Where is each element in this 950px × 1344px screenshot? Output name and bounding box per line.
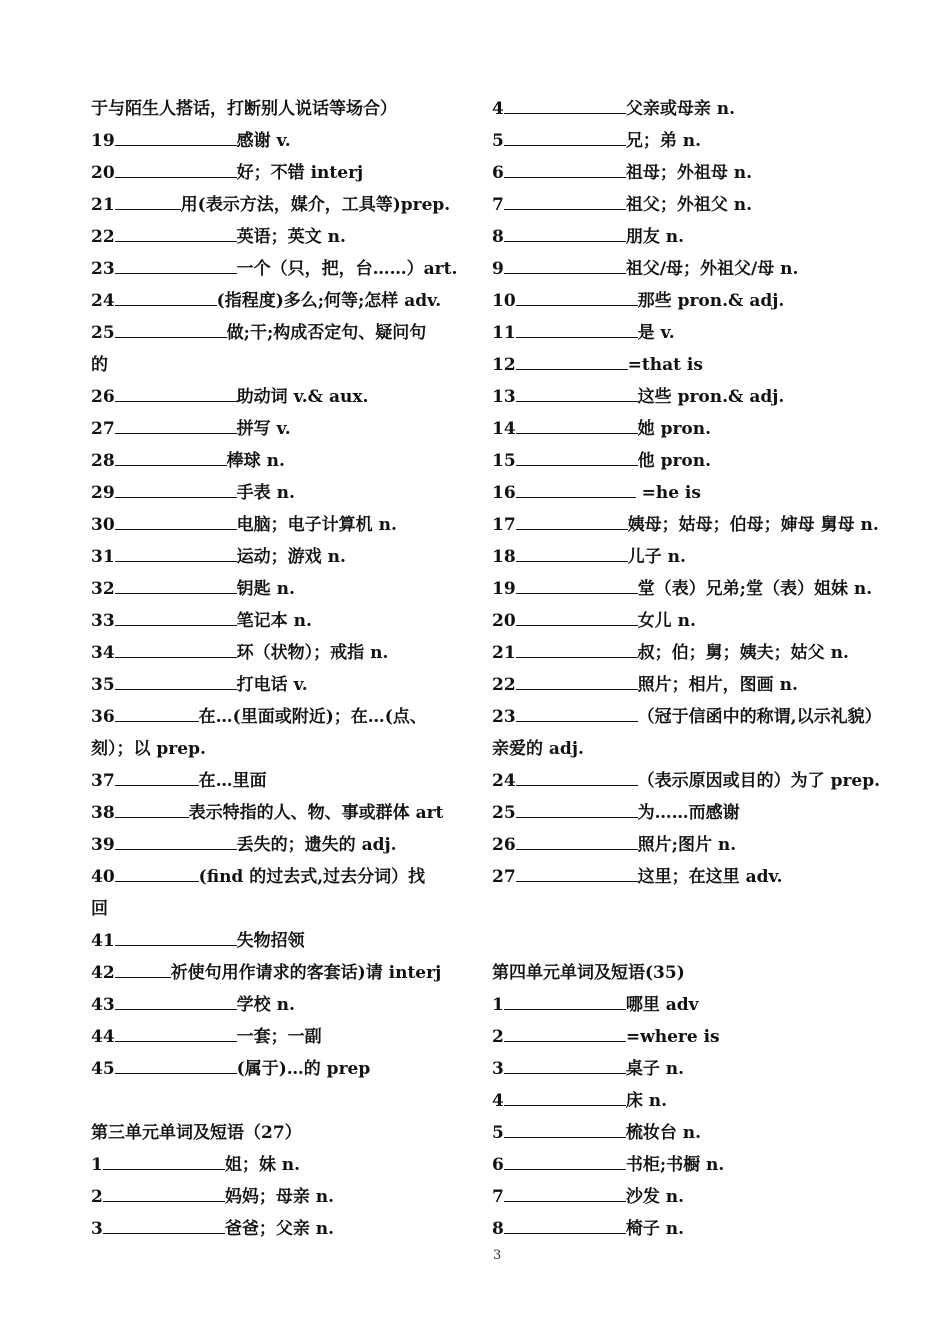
- item-number: 2: [91, 1187, 103, 1207]
- item-definition: 好；不错 interj: [236, 163, 364, 183]
- item-definition: 丢失的；遗失的 adj.: [236, 835, 397, 855]
- text-line: 回: [91, 899, 108, 919]
- answer-blank[interactable]: [115, 125, 237, 146]
- item-number: 20: [492, 611, 516, 631]
- vocab-item: [91, 1021, 466, 1053]
- answer-blank[interactable]: [115, 797, 189, 818]
- vocab-item: [91, 861, 466, 893]
- item-number: 19: [91, 131, 115, 151]
- item-definition: 兄；弟 n.: [625, 131, 702, 151]
- item-number: 43: [91, 995, 115, 1015]
- answer-blank[interactable]: [516, 765, 638, 786]
- answer-blank[interactable]: [103, 1181, 225, 1202]
- item-number: 26: [492, 835, 516, 855]
- answer-blank[interactable]: [504, 125, 626, 146]
- item-number: 9: [492, 259, 504, 279]
- item-number: 10: [492, 291, 516, 311]
- answer-blank[interactable]: [516, 605, 638, 626]
- vocab-item: [492, 1053, 912, 1085]
- answer-blank[interactable]: [115, 541, 237, 562]
- item-definition: （表示原因或目的）为了 prep.: [637, 771, 881, 791]
- item-number: 39: [91, 835, 115, 855]
- text-line: 亲爱的 adj.: [492, 739, 584, 759]
- item-number: 36: [91, 707, 115, 727]
- item-definition: 失物招领: [236, 931, 305, 951]
- vocab-item: [91, 413, 466, 445]
- vocab-item: [91, 477, 466, 509]
- item-number: 7: [492, 195, 504, 215]
- vocab-item: [91, 701, 466, 733]
- item-definition: (find 的过去式,过去分词）找: [198, 867, 426, 887]
- item-number: 8: [492, 227, 504, 247]
- item-number: 17: [492, 515, 516, 535]
- vocab-item: [492, 573, 912, 605]
- vocab-item: [91, 509, 466, 541]
- vocab-item: [91, 797, 466, 829]
- item-definition: 桌子 n.: [625, 1059, 685, 1079]
- item-number: 20: [91, 163, 115, 183]
- vocab-item: [492, 637, 912, 669]
- item-number: 13: [492, 387, 516, 407]
- item-definition: 梳妆台 n.: [625, 1123, 702, 1143]
- left-column: [91, 93, 466, 1245]
- answer-blank[interactable]: [504, 1085, 626, 1106]
- answer-blank[interactable]: [115, 1021, 237, 1042]
- item-definition: 祖父；外祖父 n.: [625, 195, 753, 215]
- item-number: 12: [492, 355, 516, 375]
- answer-blank[interactable]: [516, 573, 638, 594]
- answer-blank[interactable]: [516, 381, 638, 402]
- answer-blank[interactable]: [115, 509, 237, 530]
- vocab-item: [91, 1053, 466, 1085]
- item-definition: 在…(里面或附近)；在…(点、: [198, 707, 427, 727]
- vocab-item: [492, 861, 912, 893]
- answer-blank[interactable]: [115, 573, 237, 594]
- vocab-item: [492, 1021, 912, 1053]
- item-number: 4: [492, 99, 504, 119]
- answer-blank[interactable]: [504, 253, 626, 274]
- vocab-item: [492, 445, 912, 477]
- item-number: 31: [91, 547, 115, 567]
- item-number: 1: [492, 995, 504, 1015]
- item-definition: 女儿 n.: [637, 611, 696, 631]
- item-definition: 照片；相片，图画 n.: [637, 675, 798, 695]
- item-number: 21: [492, 643, 516, 663]
- item-number: 16: [492, 483, 516, 503]
- item-number: 30: [91, 515, 115, 535]
- answer-blank[interactable]: [504, 157, 626, 178]
- section-gap: [492, 893, 912, 925]
- vocab-item: [91, 285, 466, 317]
- item-definition: 打电话 v.: [236, 675, 308, 695]
- item-number: 41: [91, 931, 115, 951]
- item-number: 3: [492, 1059, 504, 1079]
- item-number: 40: [91, 867, 115, 887]
- vocab-item: [492, 477, 912, 509]
- answer-blank[interactable]: [115, 381, 237, 402]
- answer-blank[interactable]: [516, 861, 638, 882]
- item-definition: 英语；英文 n.: [236, 227, 346, 247]
- vocab-item: [492, 1085, 912, 1117]
- answer-blank[interactable]: [115, 989, 237, 1010]
- item-number: 28: [91, 451, 115, 471]
- vocab-item: [492, 349, 912, 381]
- item-definition: 钥匙 n.: [236, 579, 295, 599]
- item-number: 37: [91, 771, 115, 791]
- vocab-item: [91, 765, 466, 797]
- item-definition: （冠于信函中的称谓,以示礼貌）: [637, 707, 882, 727]
- vocab-item: [492, 509, 912, 541]
- answer-blank[interactable]: [516, 349, 628, 370]
- item-definition: 姐；妹 n.: [224, 1155, 301, 1175]
- answer-blank[interactable]: [115, 829, 237, 850]
- item-number: 29: [91, 483, 115, 503]
- answer-blank[interactable]: [504, 1021, 626, 1042]
- answer-blank[interactable]: [516, 797, 638, 818]
- answer-blank[interactable]: [516, 445, 638, 466]
- answer-blank[interactable]: [115, 637, 237, 658]
- item-number: 25: [91, 323, 115, 343]
- item-definition: 一套；一副: [236, 1027, 322, 1047]
- answer-blank[interactable]: [516, 669, 638, 690]
- text-line: 的: [91, 355, 108, 375]
- vocab-item: [492, 413, 912, 445]
- item-definition: 沙发 n.: [625, 1187, 685, 1207]
- vocab-item: [492, 253, 912, 285]
- item-definition: 是 v.: [637, 323, 675, 343]
- vocab-item: [91, 125, 466, 157]
- answer-blank[interactable]: [504, 1149, 626, 1170]
- section-gap: [492, 925, 912, 957]
- vocab-item: [91, 989, 466, 1021]
- vocab-item: [492, 1213, 912, 1245]
- item-definition: 朋友 n.: [625, 227, 685, 247]
- item-number: 18: [492, 547, 516, 567]
- item-definition: 椅子 n.: [625, 1219, 685, 1239]
- vocab-item: [492, 221, 912, 253]
- vocab-item: [91, 541, 466, 573]
- vocab-item: [91, 157, 466, 189]
- vocab-item: [91, 221, 466, 253]
- vocab-item: [492, 285, 912, 317]
- text-line: 刻）；以 prep.: [91, 739, 206, 759]
- answer-blank[interactable]: [504, 1053, 626, 1074]
- vocab-item: [492, 1181, 912, 1213]
- item-number: 33: [91, 611, 115, 631]
- vocab-item: [492, 189, 912, 221]
- answer-blank[interactable]: [504, 93, 626, 114]
- item-number: 22: [91, 227, 115, 247]
- answer-blank[interactable]: [516, 637, 638, 658]
- answer-blank[interactable]: [115, 861, 199, 882]
- vocab-item: [492, 701, 912, 733]
- vocab-item: [492, 381, 912, 413]
- vocab-item: [91, 637, 466, 669]
- item-number: 4: [492, 1091, 504, 1111]
- vocab-item: [91, 1181, 466, 1213]
- answer-blank[interactable]: [115, 157, 237, 178]
- answer-blank[interactable]: [504, 989, 626, 1010]
- item-definition: 做;干;构成否定句、疑问句: [226, 323, 427, 343]
- item-definition: 拼写 v.: [236, 419, 291, 439]
- vocab-item: [492, 1117, 912, 1149]
- item-number: 32: [91, 579, 115, 599]
- item-number: 34: [91, 643, 115, 663]
- item-number: 8: [492, 1219, 504, 1239]
- item-number: 38: [91, 803, 115, 823]
- item-definition: (属于)…的 prep: [236, 1059, 371, 1079]
- answer-blank[interactable]: [516, 701, 638, 722]
- item-number: 2: [492, 1027, 504, 1047]
- answer-blank[interactable]: [115, 221, 237, 242]
- item-definition: 那些 pron.& adj.: [637, 291, 785, 311]
- item-number: 23: [91, 259, 115, 279]
- text-line: 第三单元单词及短语（27）: [91, 1123, 302, 1143]
- vocab-item: [492, 765, 912, 797]
- answer-blank[interactable]: [516, 477, 636, 498]
- item-definition: 用(表示方法，媒介，工具等)prep.: [180, 195, 451, 215]
- item-definition: 为……而感谢: [637, 803, 740, 823]
- vocab-item: [492, 669, 912, 701]
- item-definition: 照片;图片 n.: [637, 835, 737, 855]
- item-number: 1: [91, 1155, 103, 1175]
- answer-blank[interactable]: [516, 509, 628, 530]
- answer-blank[interactable]: [115, 253, 237, 274]
- item-definition: 棒球 n.: [226, 451, 285, 471]
- answer-blank[interactable]: [504, 1181, 626, 1202]
- item-definition: 在…里面: [198, 771, 267, 791]
- item-number: 6: [492, 1155, 504, 1175]
- item-number: 11: [492, 323, 516, 343]
- item-definition: 这里；在这里 adv.: [637, 867, 783, 887]
- text-line: 第四单元单词及短语(35): [492, 963, 685, 983]
- answer-blank[interactable]: [516, 829, 638, 850]
- answer-blank[interactable]: [115, 957, 171, 978]
- item-definition: 祖父/母；外祖父/母 n.: [625, 259, 799, 279]
- item-definition: 祖母；外祖母 n.: [625, 163, 753, 183]
- answer-blank[interactable]: [103, 1213, 225, 1234]
- item-number: 22: [492, 675, 516, 695]
- item-definition: =he is: [635, 483, 701, 503]
- item-number: 15: [492, 451, 516, 471]
- item-definition: 叔；伯；舅；姨夫；姑父 n.: [637, 643, 849, 663]
- answer-blank[interactable]: [103, 1149, 225, 1170]
- item-definition: 一个（只，把，台……）art.: [236, 259, 458, 279]
- answer-blank[interactable]: [516, 541, 628, 562]
- vocab-item: [91, 829, 466, 861]
- vocab-item: [492, 93, 912, 125]
- answer-blank[interactable]: [115, 701, 199, 722]
- item-definition: 环（状物）；戒指 n.: [236, 643, 389, 663]
- item-definition: 电脑；电子计算机 n.: [236, 515, 397, 535]
- item-number: 42: [91, 963, 115, 983]
- vocab-item: [91, 1213, 466, 1245]
- answer-blank[interactable]: [115, 413, 237, 434]
- vocab-item: [492, 829, 912, 861]
- item-number: 6: [492, 163, 504, 183]
- vocab-item: [492, 989, 912, 1021]
- answer-blank[interactable]: [504, 1117, 626, 1138]
- item-definition: 这些 pron.& adj.: [637, 387, 785, 407]
- item-definition: 祈使句用作请求的客套话)请 interj: [170, 963, 442, 983]
- item-definition: 表示特指的人、物、事或群体 art: [188, 803, 444, 823]
- page-number: 3: [493, 1248, 502, 1263]
- section-gap: [91, 1085, 466, 1117]
- item-number: 27: [492, 867, 516, 887]
- item-definition: 书柜;书橱 n.: [625, 1155, 725, 1175]
- item-definition: 床 n.: [625, 1091, 668, 1111]
- item-number: 23: [492, 707, 516, 727]
- answer-blank[interactable]: [504, 189, 626, 210]
- vocab-item: [492, 797, 912, 829]
- item-number: 21: [91, 195, 115, 215]
- vocab-item: [91, 669, 466, 701]
- text-line: 于与陌生人搭话，打断别人说话等场合）: [91, 99, 397, 119]
- item-definition: 学校 n.: [236, 995, 295, 1015]
- answer-blank[interactable]: [115, 445, 227, 466]
- item-definition: 运动；游戏 n.: [236, 547, 346, 567]
- item-definition: 助动词 v.& aux.: [236, 387, 369, 407]
- item-number: 25: [492, 803, 516, 823]
- right-column: [492, 93, 912, 1245]
- item-number: 35: [91, 675, 115, 695]
- answer-blank[interactable]: [115, 1053, 237, 1074]
- answer-blank[interactable]: [516, 413, 638, 434]
- item-definition: 哪里 adv: [625, 995, 699, 1015]
- item-definition: 妈妈；母亲 n.: [224, 1187, 335, 1207]
- item-definition: 笔记本 n.: [236, 611, 312, 631]
- answer-blank[interactable]: [115, 669, 237, 690]
- item-definition: (指程度)多么;何等;怎样 adv.: [216, 291, 442, 311]
- item-number: 26: [91, 387, 115, 407]
- item-number: 24: [492, 771, 516, 791]
- vocab-item: [91, 317, 466, 349]
- answer-blank[interactable]: [115, 925, 237, 946]
- item-number: 27: [91, 419, 115, 439]
- item-definition: 儿子 n.: [627, 547, 686, 567]
- item-definition: 感谢 v.: [236, 131, 291, 151]
- item-number: 3: [91, 1219, 103, 1239]
- vocab-item: [492, 157, 912, 189]
- vocab-item: [91, 1149, 466, 1181]
- item-definition: 他 pron.: [637, 451, 712, 471]
- item-number: 14: [492, 419, 516, 439]
- answer-blank[interactable]: [504, 221, 626, 242]
- vocab-item: [492, 125, 912, 157]
- item-definition: 爸爸；父亲 n.: [224, 1219, 335, 1239]
- vocab-item: [91, 925, 466, 957]
- vocab-item: [91, 253, 466, 285]
- vocab-item: [91, 189, 466, 221]
- vocab-item: [492, 317, 912, 349]
- item-number: 45: [91, 1059, 115, 1079]
- answer-blank[interactable]: [516, 317, 638, 338]
- vocab-item: [91, 445, 466, 477]
- answer-blank[interactable]: [115, 477, 237, 498]
- item-definition: =that is: [627, 355, 703, 375]
- vocab-item: [91, 381, 466, 413]
- answer-blank[interactable]: [115, 765, 199, 786]
- item-definition: 手表 n.: [236, 483, 295, 503]
- vocab-item: [492, 541, 912, 573]
- item-number: 5: [492, 131, 504, 151]
- answer-blank[interactable]: [516, 285, 638, 306]
- vocab-item: [91, 605, 466, 637]
- answer-blank[interactable]: [115, 317, 227, 338]
- item-definition: =where is: [625, 1027, 720, 1047]
- answer-blank[interactable]: [504, 1213, 626, 1234]
- vocab-item: [492, 1149, 912, 1181]
- item-definition: 堂（表）兄弟;堂（表）姐妹 n.: [637, 579, 873, 599]
- answer-blank[interactable]: [115, 605, 237, 626]
- item-number: 5: [492, 1123, 504, 1143]
- vocab-item: [91, 573, 466, 605]
- item-number: 19: [492, 579, 516, 599]
- item-number: 7: [492, 1187, 504, 1207]
- item-definition: 她 pron.: [637, 419, 712, 439]
- item-number: 24: [91, 291, 115, 311]
- item-definition: 父亲或母亲 n.: [625, 99, 736, 119]
- vocab-item: [492, 605, 912, 637]
- vocab-item: [91, 957, 466, 989]
- item-definition: 姨母；姑母；伯母；婶母 舅母 n.: [627, 515, 879, 535]
- item-number: 44: [91, 1027, 115, 1047]
- answer-blank[interactable]: [115, 285, 217, 306]
- answer-blank[interactable]: [115, 189, 181, 210]
